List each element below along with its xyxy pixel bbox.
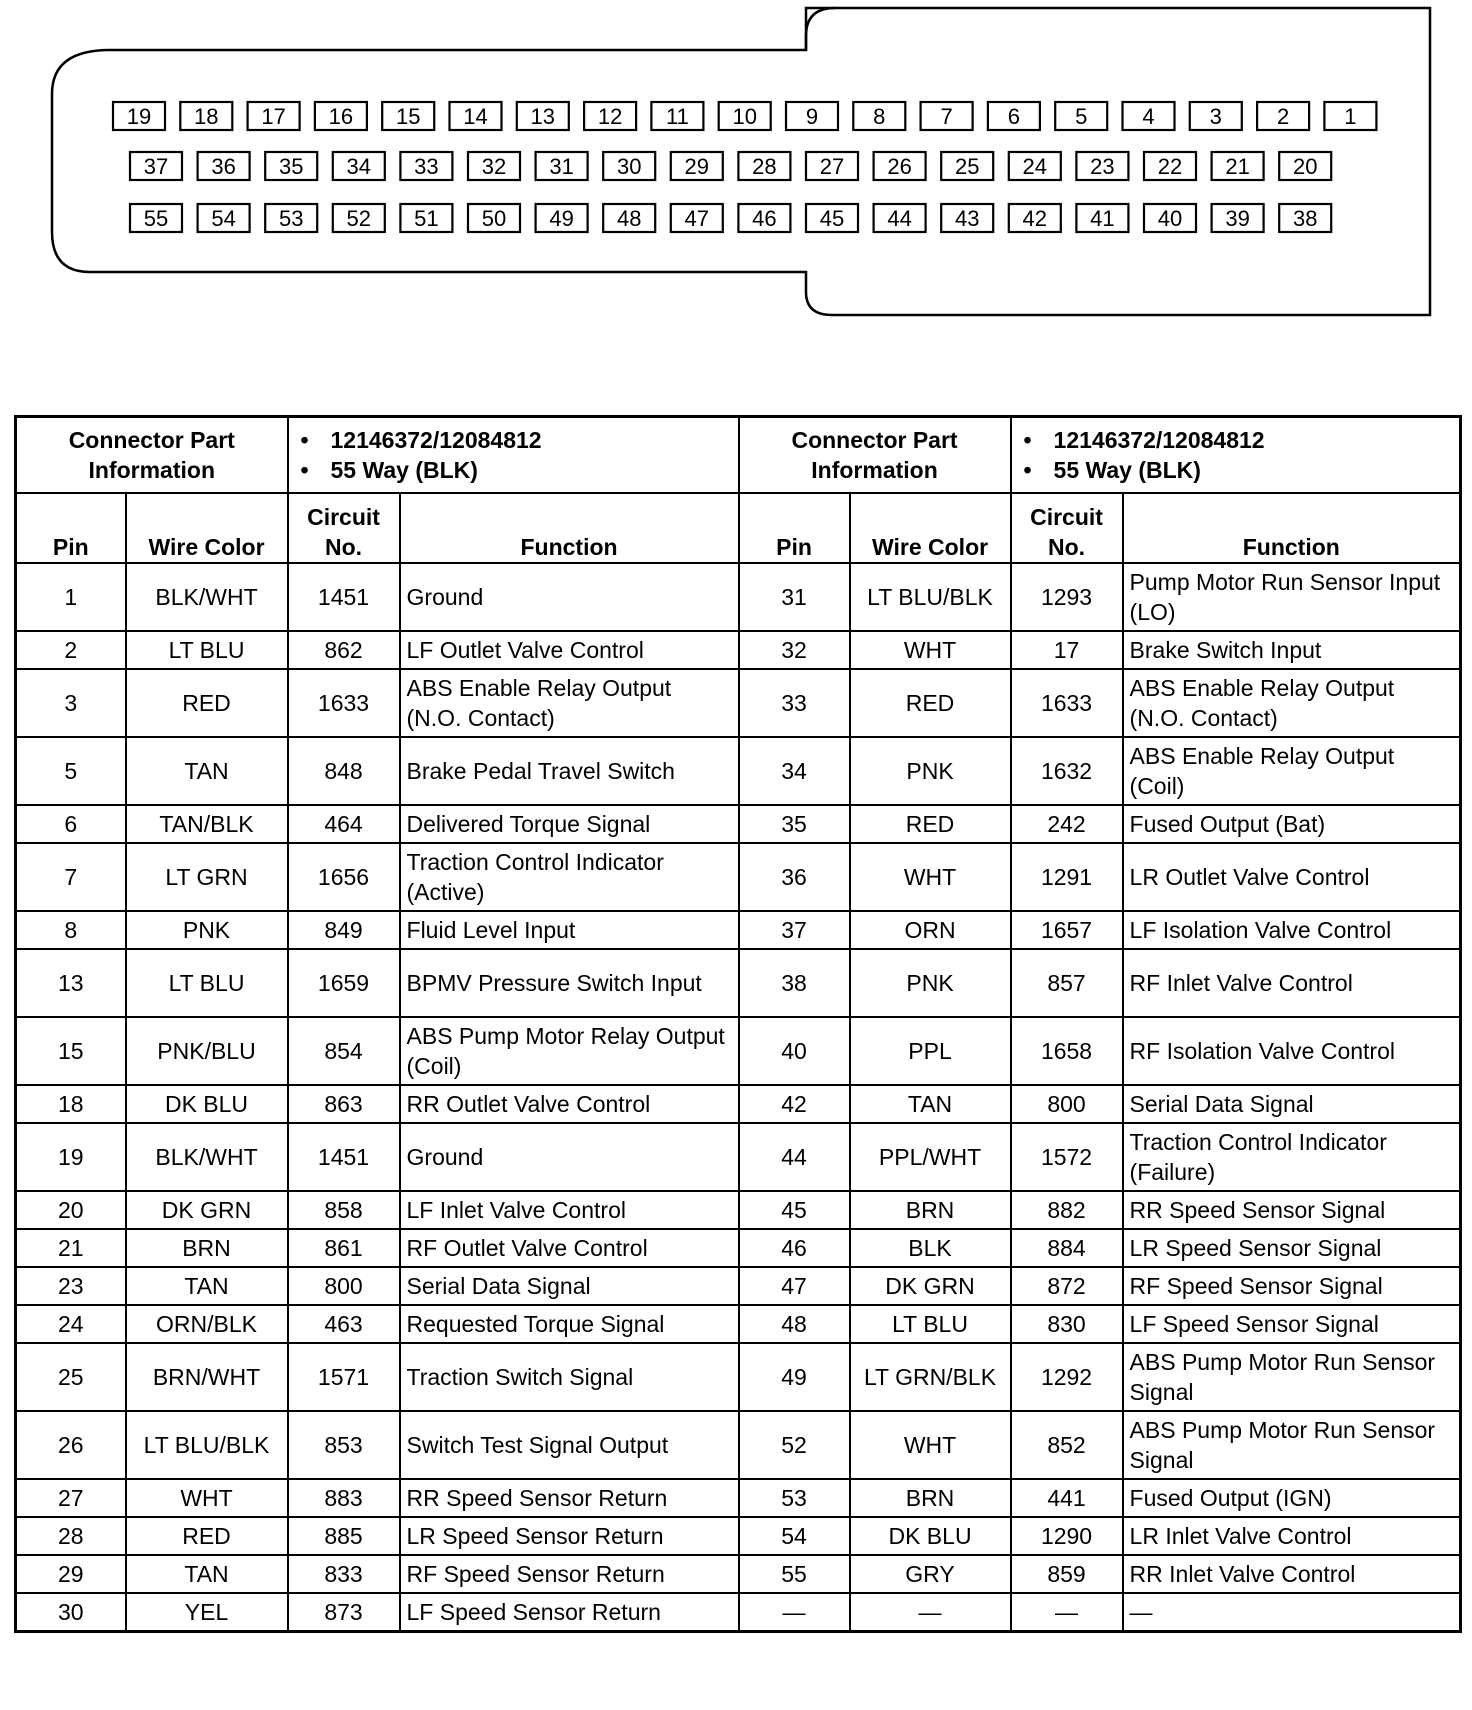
connector-key-curve	[806, 8, 835, 50]
cell-pin-left: 15	[16, 1017, 126, 1085]
cell-color-right: TAN	[850, 1085, 1011, 1123]
cell-pin-right: 42	[739, 1085, 850, 1123]
cell-color-left: RED	[126, 669, 288, 737]
cell-circuit-left: 1571	[288, 1343, 400, 1411]
cell-color-right: PNK	[850, 949, 1011, 1017]
cell-color-left: LT GRN	[126, 843, 288, 911]
connector-pin-label: 22	[1157, 154, 1183, 179]
connector-pin-label: 16	[328, 104, 354, 129]
connector-description-left: • 55 Way (BLK)	[295, 455, 732, 485]
cell-circuit-left: 885	[288, 1517, 400, 1555]
connector-pin-label: 55	[143, 206, 169, 231]
connector-pin-label: 5	[1075, 104, 1088, 129]
cell-color-left: PNK	[126, 911, 288, 949]
cell-color-left: PNK/BLU	[126, 1017, 288, 1085]
cell-pin-left: 20	[16, 1191, 126, 1229]
table-row	[16, 1123, 1461, 1191]
cell-circuit-left: 853	[288, 1411, 400, 1479]
cell-function-right: Serial Data Signal	[1123, 1085, 1461, 1123]
connector-pin-label: 11	[665, 104, 689, 129]
connector-pin-label: 40	[1157, 206, 1183, 231]
cell-pin-left: 28	[16, 1517, 126, 1555]
cell-circuit-left: 1451	[288, 563, 400, 631]
cell-pin-right: 45	[739, 1191, 850, 1229]
connector-part-info-label-left: Connector Part Information	[16, 417, 288, 494]
cell-color-left: ORN/BLK	[126, 1305, 288, 1343]
table-row	[16, 1411, 1461, 1479]
cell-circuit-left: 849	[288, 911, 400, 949]
cell-circuit-right: 17	[1011, 631, 1123, 669]
cell-circuit-right: 242	[1011, 805, 1123, 843]
cell-color-left: TAN	[126, 737, 288, 805]
table-row	[16, 737, 1461, 805]
cell-function-right: RF Isolation Valve Control	[1123, 1017, 1461, 1085]
cell-circuit-right: 830	[1011, 1305, 1123, 1343]
cell-pin-right: 32	[739, 631, 850, 669]
cell-pin-left: 25	[16, 1343, 126, 1411]
header-function-left: Function	[400, 493, 739, 563]
table-row	[16, 631, 1461, 669]
cell-color-right: PPL/WHT	[850, 1123, 1011, 1191]
cell-circuit-right: 857	[1011, 949, 1123, 1017]
pinout-rows	[16, 563, 1461, 1632]
cell-pin-right: 31	[739, 563, 850, 631]
connector-pin-label: 45	[819, 206, 845, 231]
connector-pin-label: 15	[395, 104, 421, 129]
connector-pin-label: 41	[1090, 206, 1115, 231]
cell-color-right: BRN	[850, 1191, 1011, 1229]
cell-circuit-right: —	[1011, 1593, 1123, 1632]
table-row	[16, 911, 1461, 949]
cell-color-left: TAN	[126, 1555, 288, 1593]
cell-color-right: BLK	[850, 1229, 1011, 1267]
cell-function-left: RR Speed Sensor Return	[400, 1479, 739, 1517]
connector-pin-label: 38	[1292, 206, 1318, 231]
cell-circuit-left: 858	[288, 1191, 400, 1229]
column-header-row	[16, 493, 1461, 563]
cell-function-left: Delivered Torque Signal	[400, 805, 739, 843]
table-row	[16, 805, 1461, 843]
table-row	[16, 1229, 1461, 1267]
cell-pin-right: 44	[739, 1123, 850, 1191]
table-row	[16, 1593, 1461, 1632]
connector-pin-label: 44	[887, 206, 912, 231]
cell-circuit-right: 1633	[1011, 669, 1123, 737]
cell-circuit-left: 863	[288, 1085, 400, 1123]
cell-color-right: RED	[850, 669, 1011, 737]
cell-pin-right: 55	[739, 1555, 850, 1593]
header-circuit-no-right: Circuit No.	[1011, 493, 1123, 563]
connector-diagram	[0, 0, 1472, 330]
cell-function-right: RR Inlet Valve Control	[1123, 1555, 1461, 1593]
connector-pin-label: 14	[463, 104, 488, 129]
cell-circuit-left: 463	[288, 1305, 400, 1343]
cell-circuit-right: 1291	[1011, 843, 1123, 911]
connector-pin-label: 51	[414, 206, 439, 231]
cell-color-left: BRN	[126, 1229, 288, 1267]
cell-color-right: PNK	[850, 737, 1011, 805]
cell-color-left: BLK/WHT	[126, 563, 288, 631]
cell-function-right: Brake Switch Input	[1123, 631, 1461, 669]
connector-pin-label: 26	[887, 154, 912, 179]
cell-pin-right: 53	[739, 1479, 850, 1517]
cell-function-left: RR Outlet Valve Control	[400, 1085, 739, 1123]
cell-circuit-right: 1572	[1011, 1123, 1123, 1191]
connector-pin-label: 30	[616, 154, 642, 179]
cell-function-left: RF Outlet Valve Control	[400, 1229, 739, 1267]
cell-function-right: RF Speed Sensor Signal	[1123, 1267, 1461, 1305]
cell-function-left: Serial Data Signal	[400, 1267, 739, 1305]
cell-color-right: —	[850, 1593, 1011, 1632]
connector-pin-label: 7	[940, 104, 953, 129]
cell-function-right: Traction Control Indicator (Failure)	[1123, 1123, 1461, 1191]
cell-color-left: LT BLU/BLK	[126, 1411, 288, 1479]
connector-pin-label: 2	[1276, 104, 1290, 129]
connector-pin-label: 17	[261, 104, 286, 129]
cell-color-left: LT BLU	[126, 949, 288, 1017]
cell-pin-right: —	[739, 1593, 850, 1632]
cell-circuit-right: 1292	[1011, 1343, 1123, 1411]
cell-function-right: LR Speed Sensor Signal	[1123, 1229, 1461, 1267]
connector-pin-label: 52	[346, 206, 372, 231]
table-row	[16, 669, 1461, 737]
table-row	[16, 1085, 1461, 1123]
cell-circuit-right: 852	[1011, 1411, 1123, 1479]
cell-function-right: RF Inlet Valve Control	[1123, 949, 1461, 1017]
connector-info-row	[16, 417, 1461, 494]
cell-color-right: RED	[850, 805, 1011, 843]
cell-function-right: ABS Pump Motor Run Sensor Signal	[1123, 1411, 1461, 1479]
cell-circuit-left: 1656	[288, 843, 400, 911]
cell-pin-right: 52	[739, 1411, 850, 1479]
cell-function-right: ABS Enable Relay Output (N.O. Contact)	[1123, 669, 1461, 737]
connector-pin-label: 19	[126, 104, 152, 129]
connector-pin-label: 33	[414, 154, 439, 179]
cell-color-right: DK BLU	[850, 1517, 1011, 1555]
connector-pin-label: 3	[1209, 104, 1222, 129]
cell-pin-left: 19	[16, 1123, 126, 1191]
cell-circuit-left: 861	[288, 1229, 400, 1267]
cell-pin-left: 7	[16, 843, 126, 911]
pin-grid	[113, 102, 1376, 232]
connector-pin-label: 18	[194, 104, 219, 129]
cell-circuit-right: 884	[1011, 1229, 1123, 1267]
connector-pin-label: 46	[752, 206, 777, 231]
cell-pin-right: 34	[739, 737, 850, 805]
connector-pin-label: 50	[481, 206, 507, 231]
cell-pin-left: 5	[16, 737, 126, 805]
cell-pin-right: 49	[739, 1343, 850, 1411]
cell-color-left: YEL	[126, 1593, 288, 1632]
header-pin-left: Pin	[16, 493, 126, 563]
connector-pin-label: 49	[549, 206, 574, 231]
cell-function-left: LF Outlet Valve Control	[400, 631, 739, 669]
table-row	[16, 1305, 1461, 1343]
cell-circuit-left: 833	[288, 1555, 400, 1593]
cell-pin-right: 47	[739, 1267, 850, 1305]
connector-pin-label: 43	[954, 206, 980, 231]
cell-circuit-left: 1659	[288, 949, 400, 1017]
cell-circuit-right: 1657	[1011, 911, 1123, 949]
cell-function-right: LF Speed Sensor Signal	[1123, 1305, 1461, 1343]
table-row	[16, 1017, 1461, 1085]
cell-pin-right: 36	[739, 843, 850, 911]
cell-function-left: RF Speed Sensor Return	[400, 1555, 739, 1593]
cell-pin-right: 38	[739, 949, 850, 1017]
cell-pin-right: 54	[739, 1517, 850, 1555]
table-row	[16, 1191, 1461, 1229]
header-pin-right: Pin	[739, 493, 850, 563]
table-row	[16, 843, 1461, 911]
connector-description-right: • 55 Way (BLK)	[1018, 455, 1454, 485]
cell-color-right: WHT	[850, 631, 1011, 669]
cell-circuit-right: 859	[1011, 1555, 1123, 1593]
cell-color-left: BRN/WHT	[126, 1343, 288, 1411]
cell-circuit-left: 1633	[288, 669, 400, 737]
connector-pin-label: 54	[211, 206, 236, 231]
cell-function-right: LF Isolation Valve Control	[1123, 911, 1461, 949]
connector-pin-label: 32	[481, 154, 507, 179]
table-row	[16, 1555, 1461, 1593]
cell-pin-right: 48	[739, 1305, 850, 1343]
cell-function-left: Ground	[400, 563, 739, 631]
connector-pin-label: 23	[1090, 154, 1115, 179]
cell-pin-left: 18	[16, 1085, 126, 1123]
cell-color-right: WHT	[850, 843, 1011, 911]
cell-color-right: PPL	[850, 1017, 1011, 1085]
connector-pin-label: 39	[1225, 206, 1250, 231]
cell-pin-left: 21	[16, 1229, 126, 1267]
cell-circuit-left: 464	[288, 805, 400, 843]
cell-function-right: RR Speed Sensor Signal	[1123, 1191, 1461, 1229]
cell-pin-left: 29	[16, 1555, 126, 1593]
cell-function-left: LF Inlet Valve Control	[400, 1191, 739, 1229]
cell-color-left: TAN/BLK	[126, 805, 288, 843]
cell-function-left: BPMV Pressure Switch Input	[400, 949, 739, 1017]
connector-pin-label: 29	[684, 154, 710, 179]
cell-pin-left: 3	[16, 669, 126, 737]
connector-pin-label: 8	[873, 104, 886, 129]
cell-function-left: Fluid Level Input	[400, 911, 739, 949]
connector-pin-label: 34	[346, 154, 372, 179]
cell-function-right: ABS Pump Motor Run Sensor Signal	[1123, 1343, 1461, 1411]
connector-pin-label: 53	[278, 206, 304, 231]
cell-function-left: Switch Test Signal Output	[400, 1411, 739, 1479]
cell-circuit-left: 862	[288, 631, 400, 669]
cell-function-left: Traction Switch Signal	[400, 1343, 739, 1411]
connector-pin-label: 1	[1344, 104, 1357, 129]
cell-circuit-left: 1451	[288, 1123, 400, 1191]
cell-pin-left: 26	[16, 1411, 126, 1479]
cell-pin-left: 13	[16, 949, 126, 1017]
cell-color-left: DK BLU	[126, 1085, 288, 1123]
connector-pin-label: 21	[1225, 154, 1250, 179]
cell-function-left: LR Speed Sensor Return	[400, 1517, 739, 1555]
cell-color-right: BRN	[850, 1479, 1011, 1517]
cell-circuit-right: 1290	[1011, 1517, 1123, 1555]
cell-function-left: Requested Torque Signal	[400, 1305, 739, 1343]
cell-function-left: ABS Enable Relay Output (N.O. Contact)	[400, 669, 739, 737]
cell-circuit-right: 872	[1011, 1267, 1123, 1305]
cell-color-left: BLK/WHT	[126, 1123, 288, 1191]
cell-pin-left: 8	[16, 911, 126, 949]
cell-pin-left: 1	[16, 563, 126, 631]
cell-color-right: LT GRN/BLK	[850, 1343, 1011, 1411]
cell-function-left: ABS Pump Motor Relay Output (Coil)	[400, 1017, 739, 1085]
cell-circuit-left: 883	[288, 1479, 400, 1517]
cell-pin-left: 24	[16, 1305, 126, 1343]
connector-pin-label: 4	[1142, 104, 1155, 129]
cell-function-left: LF Speed Sensor Return	[400, 1593, 739, 1632]
cell-color-right: WHT	[850, 1411, 1011, 1479]
part-numbers-left: • 12146372/12084812	[295, 425, 732, 455]
connector-pin-label: 37	[143, 154, 169, 179]
cell-color-right: DK GRN	[850, 1267, 1011, 1305]
cell-pin-left: 30	[16, 1593, 126, 1632]
connector-pin-label: 31	[549, 154, 574, 179]
cell-color-right: LT BLU/BLK	[850, 563, 1011, 631]
table-row	[16, 949, 1461, 1017]
cell-pin-right: 37	[739, 911, 850, 949]
cell-circuit-right: 882	[1011, 1191, 1123, 1229]
cell-circuit-right: 441	[1011, 1479, 1123, 1517]
cell-color-right: LT BLU	[850, 1305, 1011, 1343]
cell-color-left: LT BLU	[126, 631, 288, 669]
cell-pin-left: 23	[16, 1267, 126, 1305]
connector-part-info-label-right: Connector Part Information	[739, 417, 1011, 494]
cell-pin-left: 2	[16, 631, 126, 669]
cell-pin-left: 27	[16, 1479, 126, 1517]
connector-pin-label: 10	[732, 104, 757, 129]
cell-function-right: —	[1123, 1593, 1461, 1632]
connector-pin-label: 24	[1022, 154, 1048, 179]
cell-function-left: Brake Pedal Travel Switch	[400, 737, 739, 805]
cell-pin-left: 6	[16, 805, 126, 843]
table-row	[16, 1343, 1461, 1411]
header-wire-color-left: Wire Color	[126, 493, 288, 563]
cell-circuit-right: 1658	[1011, 1017, 1123, 1085]
cell-circuit-right: 1632	[1011, 737, 1123, 805]
cell-function-right: Pump Motor Run Sensor Input (LO)	[1123, 563, 1461, 631]
cell-function-left: Ground	[400, 1123, 739, 1191]
cell-color-left: RED	[126, 1517, 288, 1555]
connector-pin-label: 20	[1292, 154, 1318, 179]
cell-function-right: Fused Output (IGN)	[1123, 1479, 1461, 1517]
connector-pin-label: 47	[684, 206, 710, 231]
cell-color-left: WHT	[126, 1479, 288, 1517]
cell-function-right: LR Outlet Valve Control	[1123, 843, 1461, 911]
connector-pin-label: 25	[954, 154, 980, 179]
cell-circuit-left: 873	[288, 1593, 400, 1632]
connector-part-info-left	[288, 417, 739, 494]
cell-color-left: DK GRN	[126, 1191, 288, 1229]
cell-circuit-left: 800	[288, 1267, 400, 1305]
cell-circuit-left: 854	[288, 1017, 400, 1085]
cell-function-right: Fused Output (Bat)	[1123, 805, 1461, 843]
connector-pin-label: 12	[597, 104, 623, 129]
cell-color-right: GRY	[850, 1555, 1011, 1593]
cell-pin-right: 40	[739, 1017, 850, 1085]
pinout-table	[14, 415, 1462, 1633]
table-row	[16, 563, 1461, 631]
connector-pin-label: 27	[819, 154, 845, 179]
cell-function-right: LR Inlet Valve Control	[1123, 1517, 1461, 1555]
header-function-right: Function	[1123, 493, 1461, 563]
connector-part-info-right	[1011, 417, 1461, 494]
connector-pin-label: 42	[1022, 206, 1048, 231]
cell-color-right: ORN	[850, 911, 1011, 949]
part-numbers-right: • 12146372/12084812	[1018, 425, 1454, 455]
connector-pin-label: 36	[211, 154, 236, 179]
connector-pin-label: 9	[805, 104, 819, 129]
connector-pin-label: 28	[752, 154, 777, 179]
header-wire-color-right: Wire Color	[850, 493, 1011, 563]
connector-pin-label: 13	[530, 104, 556, 129]
cell-function-left: Traction Control Indicator (Active)	[400, 843, 739, 911]
table-row	[16, 1479, 1461, 1517]
cell-function-right: ABS Enable Relay Output (Coil)	[1123, 737, 1461, 805]
cell-pin-right: 35	[739, 805, 850, 843]
cell-circuit-right: 800	[1011, 1085, 1123, 1123]
connector-pin-label: 48	[616, 206, 642, 231]
table-row	[16, 1267, 1461, 1305]
header-circuit-no-left: Circuit No.	[288, 493, 400, 563]
cell-circuit-left: 848	[288, 737, 400, 805]
cell-pin-right: 33	[739, 669, 850, 737]
connector-pin-label: 6	[1007, 104, 1021, 129]
cell-circuit-right: 1293	[1011, 563, 1123, 631]
cell-pin-right: 46	[739, 1229, 850, 1267]
cell-color-left: TAN	[126, 1267, 288, 1305]
connector-pin-label: 35	[278, 154, 304, 179]
table-row	[16, 1517, 1461, 1555]
